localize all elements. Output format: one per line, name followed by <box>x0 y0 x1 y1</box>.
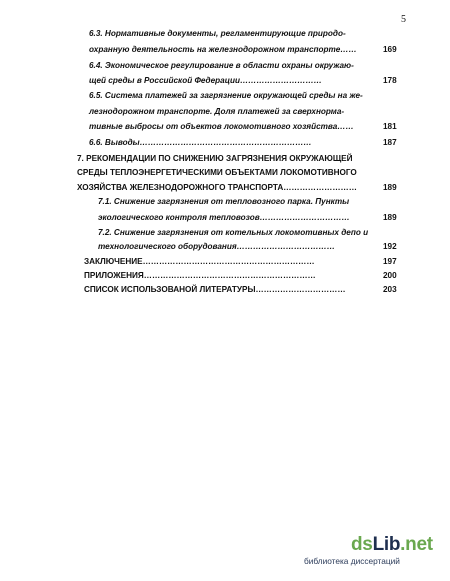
toc-page: 178 <box>383 76 397 85</box>
toc-page: 200 <box>383 271 397 280</box>
page-number: 5 <box>401 14 406 25</box>
toc-page: 203 <box>383 285 397 294</box>
logo-lib: Lib <box>372 534 401 555</box>
toc-line: 6.6. Выводы……………………………………………………… <box>89 138 312 147</box>
toc-line: ХОЗЯЙСТВА ЖЕЛЕЗНОДОРОЖНОГО ТРАНСПОРТА……………………… <box>77 183 357 192</box>
logo-ds: ds <box>351 534 373 555</box>
toc-line: ЗАКЛЮЧЕНИЕ……………………………………………………… <box>84 257 315 266</box>
toc-line: 7.1. Снижение загрязнения от тепловозного парка. Пункты <box>98 197 350 206</box>
toc-line: охранную деятельность на железнодорожном транспорте…… <box>89 45 357 54</box>
toc-line: 7. РЕКОМЕНДАЦИИ ПО СНИЖЕНИЮ ЗАГРЯЗНЕНИЯ ОКРУЖАЮЩЕЙ <box>77 154 353 163</box>
toc-page: 187 <box>383 138 397 147</box>
toc-line: щей среды в Российской Федерации………………………… <box>89 76 322 85</box>
toc-line: 6.4. Экономическое регулирование в области охраны окружаю- <box>89 61 354 70</box>
toc-page: 169 <box>383 45 397 54</box>
toc-line: СПИСОК ИСПОЛЬЗОВАНОЙ ЛИТЕРАТУРЫ…………………………… <box>84 285 346 294</box>
toc-page: 197 <box>383 257 397 266</box>
toc-line: 6.5. Система платежей за загрязнение окружающей среды на же- <box>89 91 363 100</box>
dslib-watermark-logo <box>304 534 441 566</box>
toc-line: СРЕДЫ ТЕПЛОЭНЕРГЕТИЧЕСКИМИ ОБЪЕКТАМИ ЛОКОМОТИВНОГО <box>77 168 357 177</box>
logo-wordmark <box>351 535 441 554</box>
toc-line: тивные выбросы от объектов локомотивного хозяйства…… <box>89 122 354 131</box>
toc-line: 6.3. Нормативные документы, регламентирующие природо- <box>89 29 346 38</box>
toc-line: технологического оборудования……………………………… <box>98 242 335 251</box>
toc-page: 189 <box>383 183 397 192</box>
toc-line: ПРИЛОЖЕНИЯ……………………………………………………… <box>84 271 316 280</box>
toc-line: 7.2. Снижение загрязнения от котельных локомотивных депо и <box>98 228 369 237</box>
toc-page: 181 <box>383 122 397 131</box>
logo-subtitle: библиотека диссертаций <box>304 556 400 566</box>
toc-page: 189 <box>383 213 397 222</box>
toc-page: 192 <box>383 242 397 251</box>
toc-line: экологического контроля тепловозов…………………………… <box>98 213 350 222</box>
logo-net: .net <box>400 534 433 555</box>
toc-line: лезнодорожном транспорте. Доля платежей за сверхнорма- <box>89 107 345 116</box>
